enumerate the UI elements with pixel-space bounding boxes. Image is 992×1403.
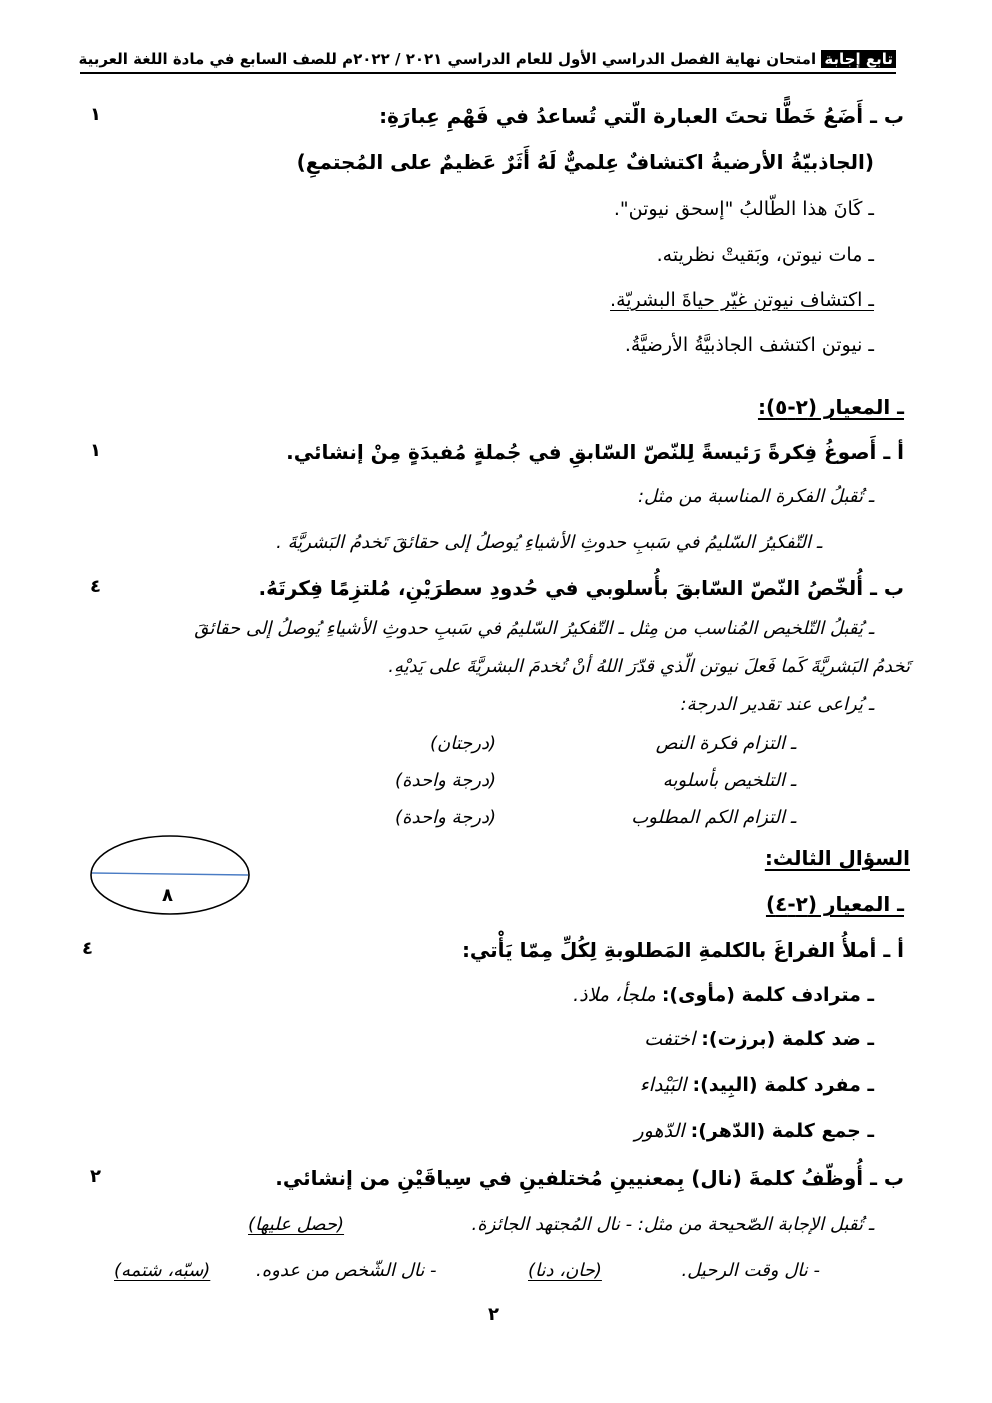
- question-b1-title: ب ـ أَضَعُ خَطًّا تحتَ العبارة الّتي تُساعدُ في فَهْمِ عِبارَةِ:: [379, 104, 904, 128]
- option-1: ـ كَانَ هذا الطّالبُ "إسحق نيوتن".: [613, 198, 874, 220]
- question-a2-mark: ١: [90, 440, 101, 461]
- question-b2-title: ب ـ أُلخّصُ النّصّ السّابقَ بأُسلوبي في حُدودِ سطرَيْنِ، مُلتزِمًا فِكرتَهُ.: [258, 576, 904, 600]
- criterion-2-5: ـ المعيار (٢-٥):: [757, 395, 904, 419]
- header-title: امتحان نهاية الفصل الدراسي الأول للعام الدراسي ٢٠٢١ / ٢٠٢٢م للصف السابع في مادة اللغة العربية: [78, 50, 822, 68]
- question-b3-title: ب ـ أُوظّفُ كلمةَ (نال) بِمعنيينِ مُختلفينِ في سِياقَيْنِ من إنشائي.: [275, 1166, 904, 1190]
- question-a3-title: أ ـ أملأُ الفراغَ بالكلمةِ المَطلوبةِ لِكُلِّ مِمّا يَأْتي:: [461, 938, 904, 962]
- usage-example-2: - نال وقت الرحيل.: [681, 1260, 820, 1281]
- grading-item-3: ـ التزام الكم المطلوب: [631, 807, 796, 828]
- question-a3-mark: ٤: [82, 938, 93, 959]
- option-4: ـ نيوتن اكتشف الجاذبيَّةُ الأرضيَّةُ.: [624, 334, 874, 356]
- fill-item-1: ـ مترادف كلمة (مأوى): ملجأ، ملاذ.: [573, 984, 874, 1006]
- grading-score-2: (درجة واحدة): [395, 770, 496, 791]
- fill-item-3: ـ مفرد كلمة (البِيد): البَيْداء: [639, 1074, 874, 1096]
- question-b3-mark: ٢: [90, 1166, 101, 1187]
- usage-meaning-1: (حصل عليها): [248, 1214, 345, 1235]
- grading-score-3: (درجة واحدة): [395, 807, 496, 828]
- summary-answer-line1: ـ يُقبلُ التّلخيص المُناسب من مِثل ـ التّفكيرُ السّليمُ في سَببِ حدوثِ الأشياءِ يُوصلُ إلى حقائقَ: [194, 618, 874, 639]
- page-number: ٢: [488, 1304, 499, 1325]
- grading-item-2: ـ التلخيص بأسلوبه: [662, 770, 796, 791]
- usage-example-3: - نال الشّخص من عدوه.: [256, 1260, 437, 1281]
- page-header: [80, 46, 896, 74]
- question-3-heading: السؤال الثالث:: [764, 846, 910, 870]
- criterion-2-4: ـ المعيار (٢-٤): [765, 892, 904, 916]
- grading-note: ـ يُراعى عند تقدير الدرجة:: [680, 694, 874, 715]
- usage-example-1: ـ تُقبل الإجابة الصّحيحة من مثل: - نال المُجتهد الجائزة.: [471, 1214, 874, 1235]
- question-a2-title: أ ـ أَصوغُ فِكرةً رَئيسةً لِلنّصّ السّابقِ في جُملةٍ مُفيدَةٍ مِنْ إنشائي.: [286, 440, 904, 464]
- question-b1-mark: ١: [90, 104, 101, 125]
- total-score: ٨: [162, 885, 173, 906]
- question-b1-statement: (الجاذبيّةُ الأرضيةُ اكتشافٌ عِلميٌّ لَهُ أَثَرٌ عَظيمٌ على المُجتمعِ): [296, 150, 874, 174]
- summary-answer-line2: تَخدمُ البَشريَّةَ كَما فَعلَ نيوتن الّذي قدّرَ اللهُ أنْ تُخدمَ البشريَّةَ على يَديْهِ.: [388, 656, 910, 677]
- usage-meaning-2: (حان، دنا): [528, 1260, 602, 1281]
- question-a2-answer: ـ التّفكيرُ السّليمُ في سَببِ حدوثِ الأشياءِ يُوصلُ إلى حقائقَ تَخدمُ البَشريَّةَ .: [276, 532, 822, 553]
- grading-score-1: (درجتان): [429, 733, 496, 754]
- fill-item-4: ـ جمع كلمة (الدّهر): الدّهور: [634, 1120, 874, 1142]
- option-3-correct: ـ اكتشاف نيوتن غيّر حياةَ البشريّة.: [610, 289, 874, 311]
- fill-item-2: ـ ضد كلمة (برزت): اختفت: [644, 1028, 874, 1050]
- header-highlight: تابع إجابة: [821, 50, 896, 68]
- question-a2-note: ـ تُقبلُ الفكرة المناسبة من مثل:: [637, 486, 874, 507]
- option-2: ـ مات نيوتن، وبَقيتْ نظريته.: [656, 244, 874, 266]
- question-b2-mark: ٤: [90, 576, 101, 597]
- grading-item-1: ـ التزام فكرة النص: [655, 733, 796, 754]
- usage-meaning-3: (سبّه، شتمه): [114, 1260, 211, 1281]
